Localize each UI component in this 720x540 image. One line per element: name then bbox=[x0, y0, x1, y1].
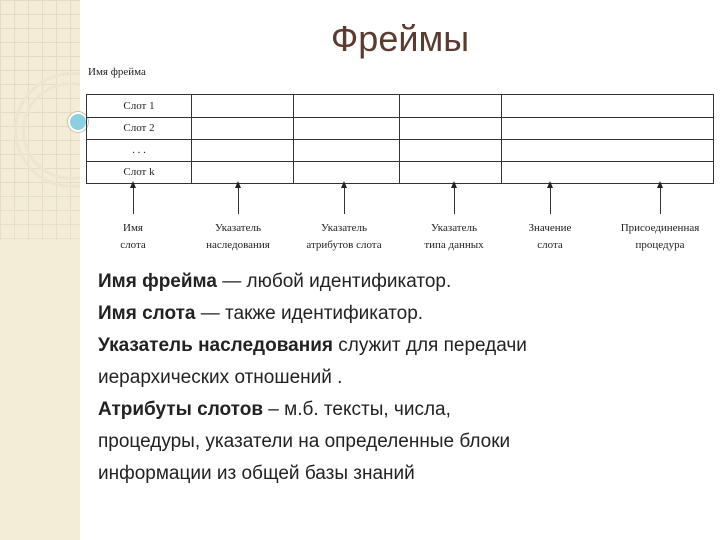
arrow-up-icon bbox=[657, 181, 663, 188]
arrow-up-icon bbox=[130, 181, 136, 188]
definition-inheritance-pointer bbox=[98, 330, 708, 394]
definition-term: Атрибуты слотов bbox=[98, 399, 264, 420]
definition-slot-name bbox=[98, 298, 708, 330]
column-label-data-type-pointer bbox=[399, 220, 509, 254]
definition-term: Имя фрейма bbox=[98, 271, 217, 292]
arrow-shaft bbox=[344, 186, 345, 214]
definitions-text bbox=[98, 266, 708, 490]
column-label-inheritance-pointer bbox=[183, 220, 293, 254]
table-column-divider bbox=[501, 95, 502, 183]
frame-name-label: Имя фрейма bbox=[88, 66, 146, 78]
table-column-divider bbox=[293, 95, 294, 183]
definition-text: – м.б. тексты, числа, bbox=[263, 399, 451, 420]
definition-text: служит для передачи bbox=[332, 335, 527, 356]
definition-slot-attributes bbox=[98, 394, 708, 490]
column-label-line: Указатель bbox=[214, 222, 262, 234]
column-label-attached-procedure bbox=[605, 220, 715, 254]
arrow-shaft bbox=[660, 186, 661, 214]
decorative-side-panel bbox=[0, 0, 80, 540]
arrow-up-icon bbox=[547, 181, 553, 188]
definition-continuation: процедуры, указатели на определенные блоки bbox=[98, 431, 511, 452]
column-label-line: Указатель bbox=[320, 222, 368, 234]
arrow-shaft bbox=[454, 186, 455, 214]
arrow-up-icon bbox=[451, 181, 457, 188]
definition-text: — также идентификатор. bbox=[195, 303, 424, 324]
column-label-line: наследования bbox=[206, 239, 270, 251]
arrow-shaft bbox=[238, 186, 239, 214]
definition-term: Указатель наследования bbox=[98, 335, 333, 356]
column-label-line: типа данных bbox=[424, 239, 484, 251]
column-label-line: Указатель bbox=[430, 222, 478, 234]
definition-term: Имя слота bbox=[98, 303, 196, 324]
column-label-attribute-pointer bbox=[289, 220, 399, 254]
column-label-line: процедура bbox=[635, 239, 685, 251]
arrow-up-icon bbox=[341, 181, 347, 188]
column-label-line: слота bbox=[120, 239, 146, 251]
column-label-line: Присоединенная bbox=[620, 222, 700, 234]
definition-continuation: иерархических отношений . bbox=[98, 367, 343, 388]
definition-continuation: информации из общей базы знаний bbox=[98, 463, 415, 484]
panel-fade bbox=[0, 180, 80, 540]
column-label-slot-value bbox=[495, 220, 605, 254]
column-label-line: Имя bbox=[123, 222, 143, 234]
column-label-line: Значение bbox=[528, 222, 572, 234]
table-column-divider bbox=[191, 95, 192, 183]
slot-cell: Слот 2 bbox=[123, 122, 155, 134]
column-label-line: слота bbox=[537, 239, 563, 251]
definition-text: — любой идентификатор. bbox=[216, 271, 452, 292]
accent-dot bbox=[68, 112, 88, 132]
definition-frame-name bbox=[98, 266, 708, 298]
arrow-up-icon bbox=[235, 181, 241, 188]
slot-cell: Слот 1 bbox=[123, 100, 155, 112]
slot-cell: . . . bbox=[132, 144, 146, 156]
column-label-line: атрибутов слота bbox=[306, 239, 382, 251]
column-label-slot-name bbox=[78, 220, 188, 254]
slot-table bbox=[86, 94, 714, 184]
slot-cell: Слот k bbox=[123, 166, 155, 178]
arrow-shaft bbox=[550, 186, 551, 214]
slide-title: Фреймы bbox=[330, 18, 470, 59]
arrow-shaft bbox=[133, 186, 134, 214]
table-column-divider bbox=[399, 95, 400, 183]
